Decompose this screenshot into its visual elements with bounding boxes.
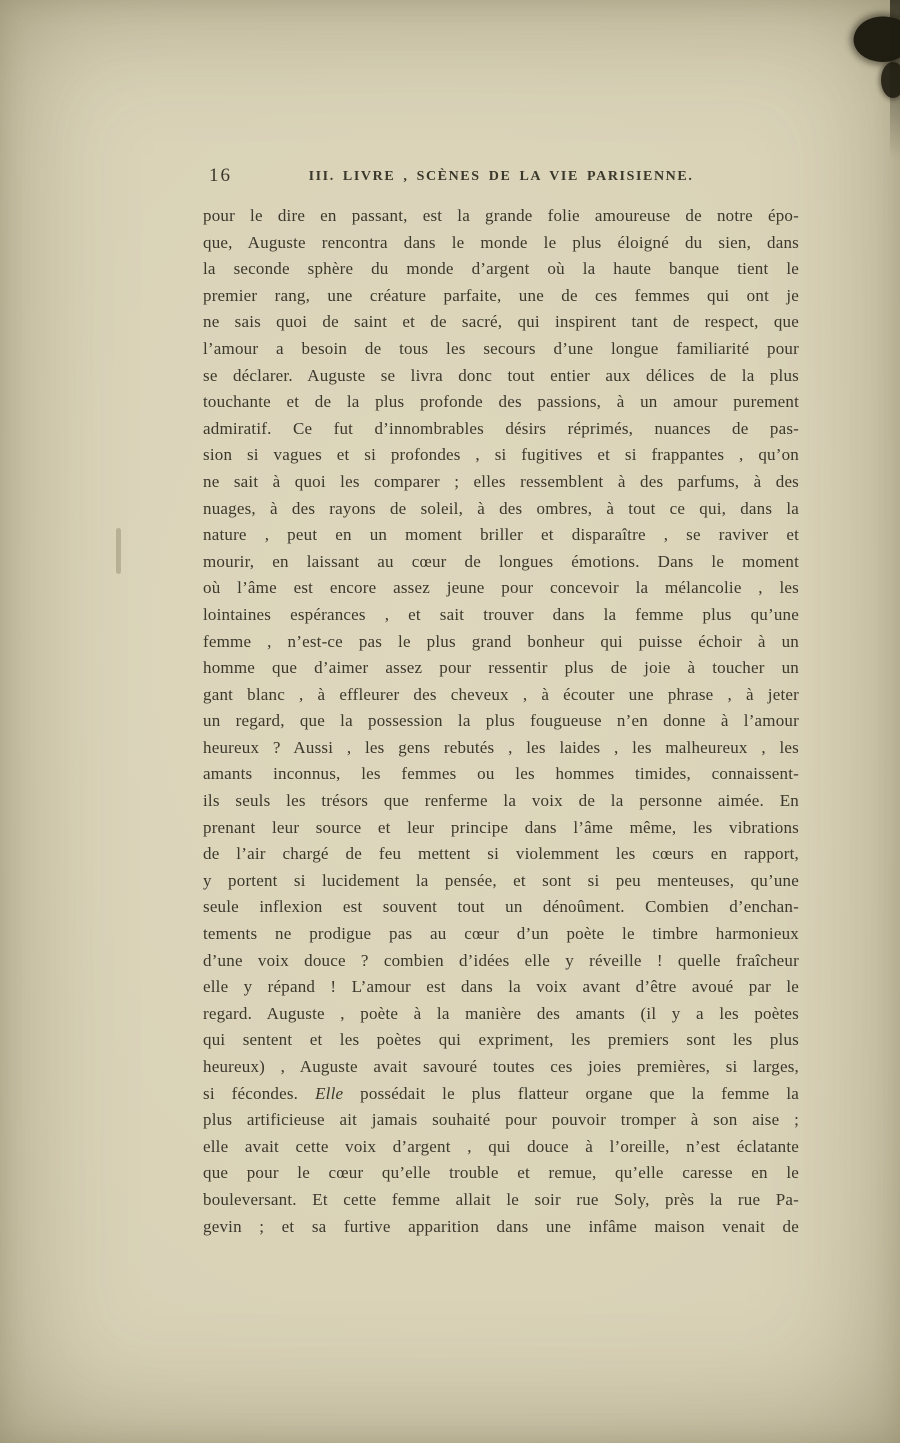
text-line: se déclarer. Auguste se livra donc tout entier aux délices de la plus (203, 365, 799, 385)
text-line: sion si vagues et si profondes , si fugitives et si frappantes , qu’on (203, 445, 799, 465)
running-title: III. LIVRE , SCÈNES DE LA VIE PARISIENNE. (308, 169, 694, 184)
text-line: de l’air chargé de feu mettent si violemment les cœurs en rapport, (203, 844, 799, 864)
text-line: prenant leur source et leur principe dans l’âme même, les vibrations (203, 817, 799, 837)
text-line: si fécondes. Elle possédait le plus flatteur organe que la femme la (203, 1083, 799, 1103)
text-line: touchante et de la plus profonde des passions, à un amour purement (203, 392, 799, 412)
ink-stain (881, 62, 900, 98)
text-line: regard. Auguste , poète à la manière des amants (il y a les poètes (203, 1003, 799, 1023)
text-line: ne sait à quoi les comparer ; elles ressemblent à des parfums, à des (203, 471, 799, 491)
text-line: seule inflexion est souvent tout un dénoûment. Combien d’enchan- (203, 897, 799, 917)
text-line: gant blanc , à effleurer des cheveux , à écouter une phrase , à jeter (203, 684, 799, 704)
text-line: où l’âme est encore assez jeune pour concevoir la mélancolie , les (203, 578, 799, 598)
text-line: lointaines espérances , et sait trouver dans la femme plus qu’une (203, 604, 799, 624)
text-line: que pour le cœur qu’elle trouble et remue, qu’elle caresse en le (203, 1163, 799, 1183)
page-number: 16 (209, 165, 232, 186)
text-line: l’amour a besoin de tous les secours d’une longue familiarité pour (203, 338, 799, 358)
text-line: heureux ? Aussi , les gens rebutés , les laides , les malheureux , les (203, 737, 799, 757)
text-line: premier rang, une créature parfaite, une de ces femmes qui ont je (203, 285, 799, 305)
margin-mark (116, 528, 121, 574)
text-line: y portent si lucidement la pensée, et sont si peu menteuses, qu’une (203, 870, 799, 890)
text-line: ne sais quoi de saint et de sacré, qui inspirent tant de respect, que (203, 312, 799, 332)
edge-smudge (890, 0, 900, 160)
text-line: nature , peut en un moment briller et disparaître , se raviver et (203, 525, 799, 545)
text-line: d’une voix douce ? combien d’idées elle y réveille ! quelle fraîcheur (203, 950, 799, 970)
text-line: mourir, en laissant au cœur de longues émotions. Dans le moment (203, 551, 799, 571)
text-line: elle avait cette voix d’argent , qui douce à l’oreille, n’est éclatante (203, 1136, 799, 1156)
ink-stain (850, 11, 900, 68)
text-line: elle y répand ! L’amour est dans la voix avant d’être avoué par le (203, 977, 799, 997)
italic-text: Elle (315, 1083, 344, 1103)
text-line: tements ne prodigue pas au cœur d’un poète le timbre harmonieux (203, 924, 799, 944)
text-line: pour le dire en passant, est la grande folie amoureuse de notre épo- (203, 206, 799, 225)
text-line: un regard, que la possession la plus fougueuse n’en donne à l’amour (203, 711, 799, 731)
text-line: qui sentent et les poètes qui expriment, les premiers sont les plus (203, 1030, 799, 1050)
text-line: amants inconnus, les femmes ou les hommes timides, connaissent- (203, 764, 799, 784)
text-line: femme , n’est-ce pas le plus grand bonheur qui puisse échoir à un (203, 631, 799, 651)
text-block (203, 203, 799, 1240)
text-line: bouleversant. Et cette femme allait le soir rue Soly, près la rue Pa- (203, 1189, 799, 1209)
text-line: ils seuls les trésors que renferme la voix de la personne aimée. En (203, 791, 799, 811)
text-line: homme que d’aimer assez pour ressentir plus de joie à toucher un (203, 658, 799, 678)
page-header (203, 165, 799, 189)
text-line: la seconde sphère du monde d’argent où la haute banque tient le (203, 259, 799, 279)
text-line: gevin ; et sa furtive apparition dans une infâme maison venait de (203, 1216, 799, 1236)
text-line: nuages, à des rayons de soleil, à des ombres, à tout ce qui, dans la (203, 498, 799, 518)
text-line: heureux) , Auguste avait savouré toutes ces joies premières, si larges, (203, 1057, 799, 1076)
text-line: que, Auguste rencontra dans le monde le plus éloigné du sien, dans (203, 232, 799, 252)
text-line: plus artificieuse ait jamais souhaité pour pouvoir tromper à son aise ; (203, 1110, 799, 1130)
text-line: admiratif. Ce fut d’innombrables désirs réprimés, nuances de pas- (203, 418, 799, 438)
